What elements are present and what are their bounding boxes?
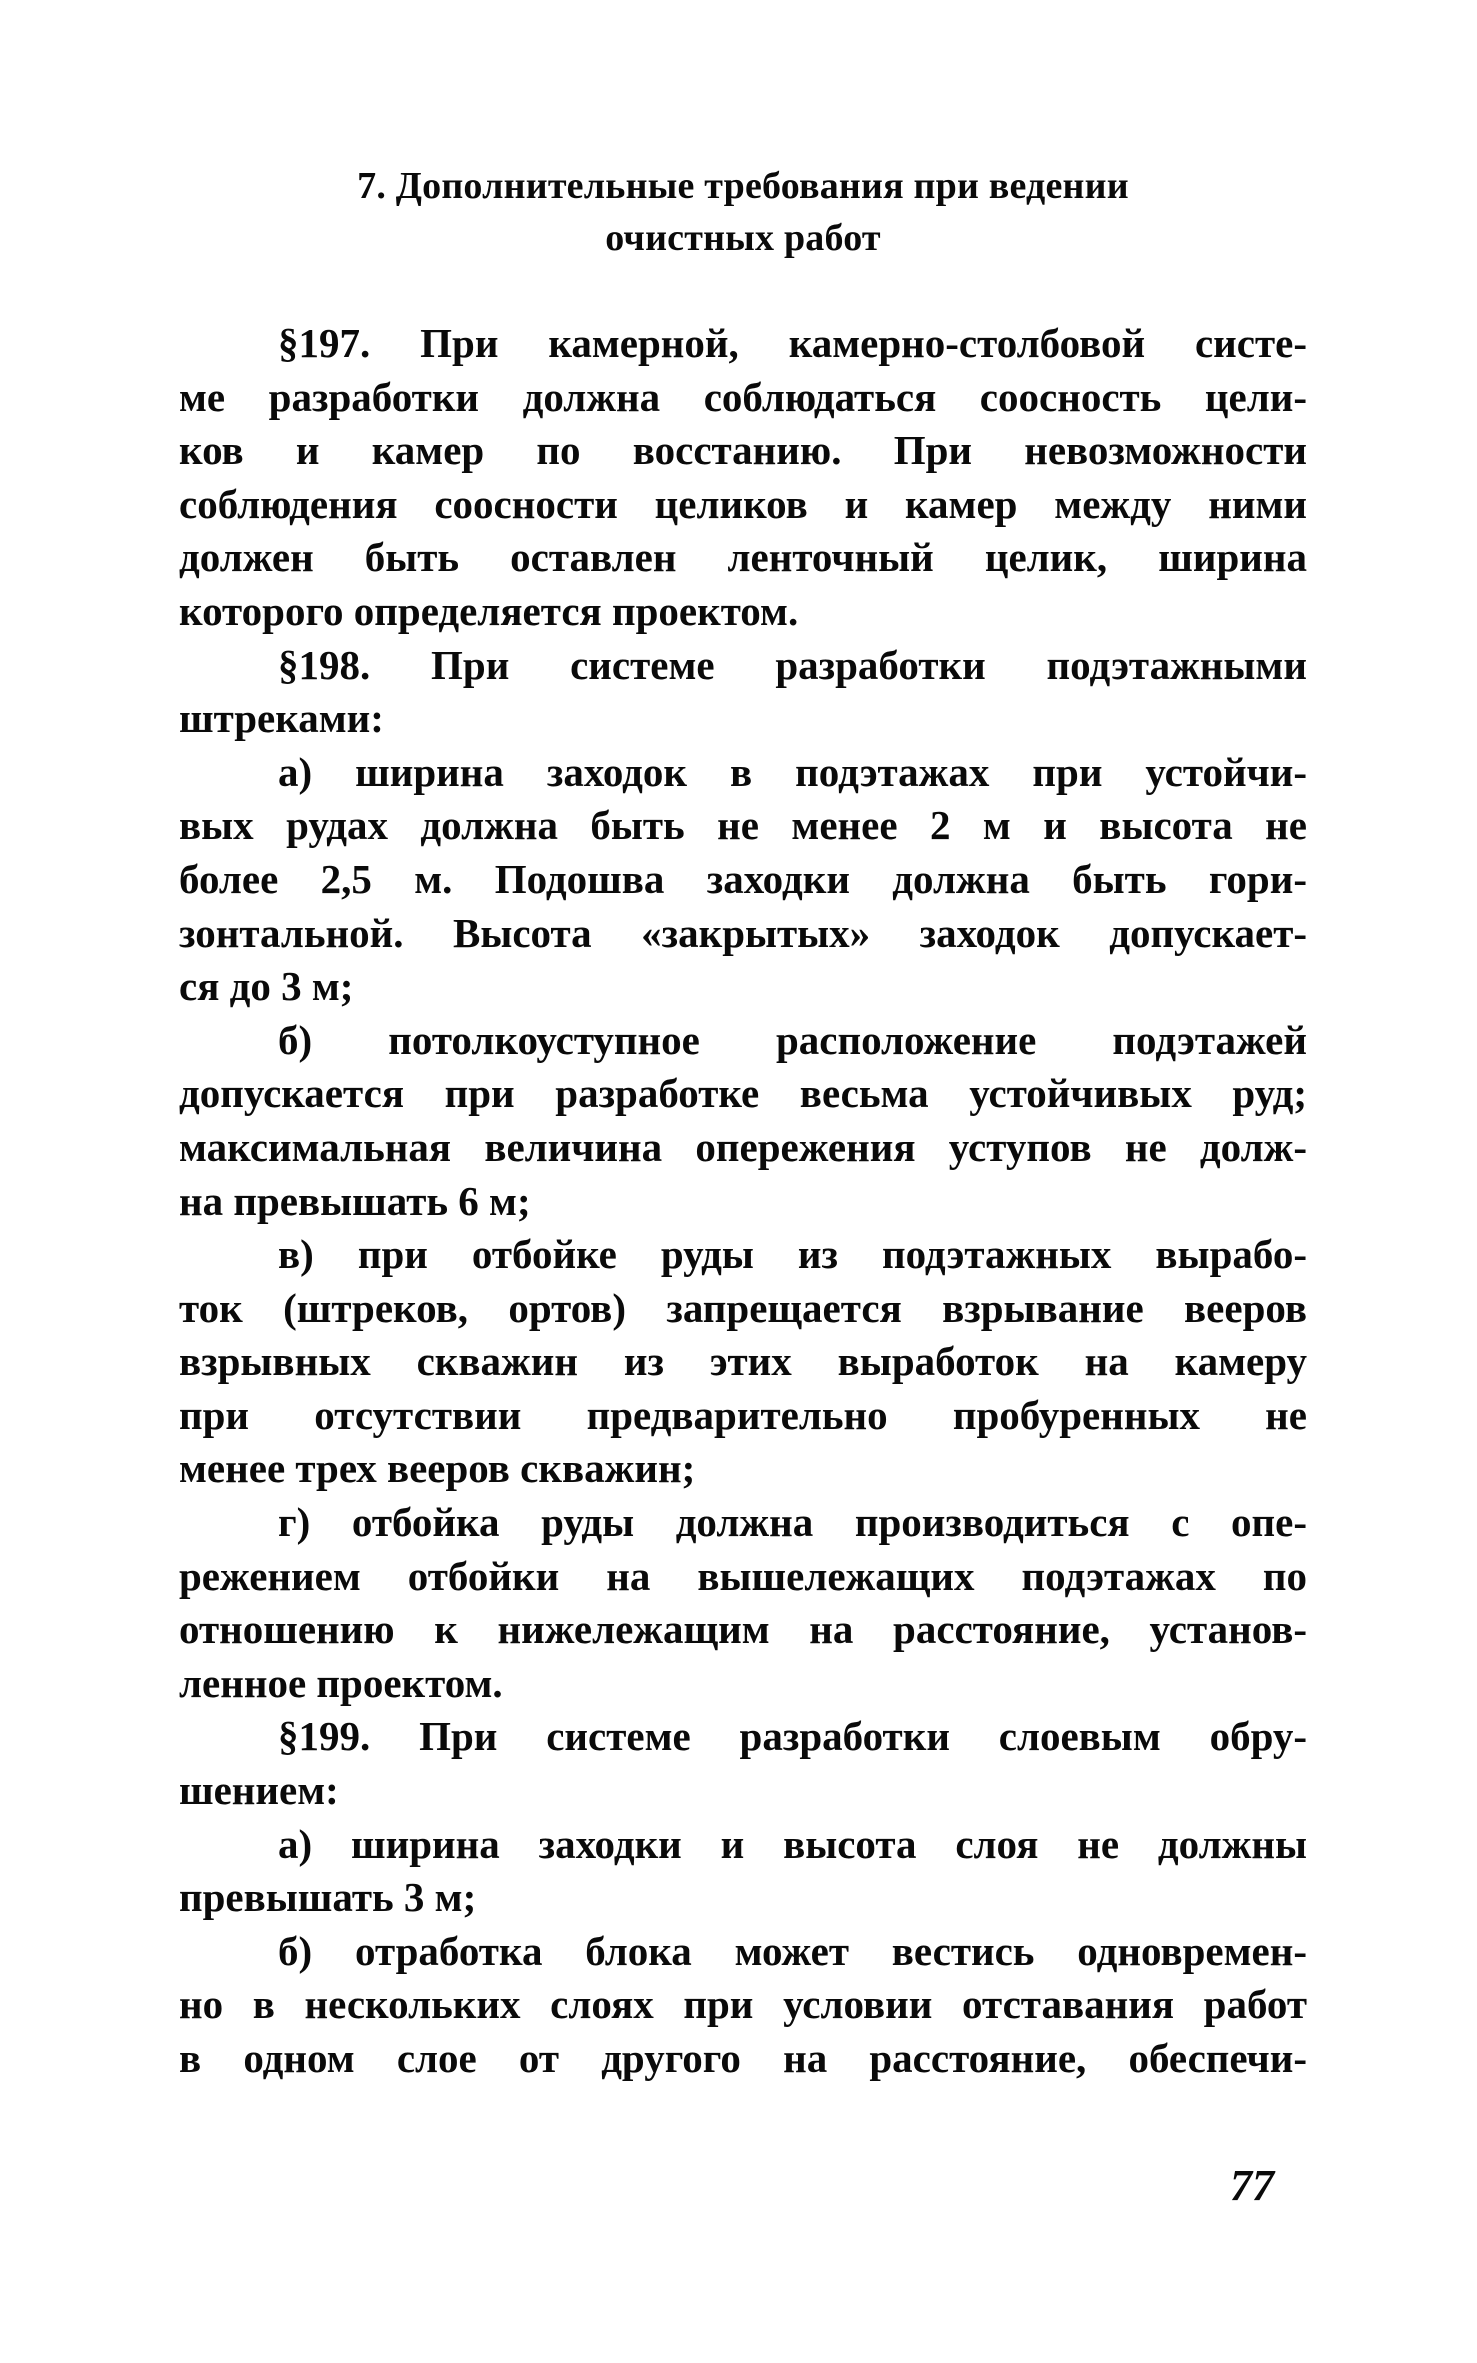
text-line: а) ширина заходок в подэтажах при устойчи-: [278, 748, 1307, 795]
text-line: более 2,5 м. Подошва заходки должна быть гори-: [179, 855, 1307, 902]
text-line: допускается при разработке весьма устойчивых руд;: [179, 1070, 1307, 1117]
text-line: б) потолкоуступное расположение подэтажей: [278, 1016, 1307, 1063]
text-line: §199. При системе разработки слоевым обру-: [278, 1713, 1307, 1760]
text-line: но в нескольких слоях при условии отставания работ: [179, 1981, 1307, 2028]
text-line: ме разработки должна соблюдаться соосность цели-: [179, 373, 1307, 420]
text-line: при отсутствии предварительно пробуренных не: [179, 1391, 1307, 1438]
text-line: ток (штреков, ортов) запрещается взрывание вееров: [179, 1284, 1307, 1331]
text-line: ленное проектом.: [179, 1659, 503, 1706]
text-line: штреками:: [179, 695, 384, 742]
section-heading-line-1: 7. Дополнительные требования при ведении: [357, 165, 1129, 207]
paragraph-198-v: [179, 1228, 1307, 1496]
text-line: максимальная величина опережения уступов не долж-: [179, 1123, 1307, 1170]
text-line: ков и камер по восстанию. При невозможности: [179, 427, 1307, 474]
section-heading: [179, 160, 1307, 264]
paragraph-198: [179, 639, 1307, 746]
text-line: на превышать 6 м;: [179, 1177, 531, 1224]
text-line: ся до 3 м;: [179, 963, 354, 1010]
text-line: должен быть оставлен ленточный целик, ширина: [179, 534, 1307, 581]
text-line: взрывных скважин из этих выработок на камеру: [179, 1338, 1307, 1385]
text-line: зонтальной. Высота «закрытых» заходок допускает-: [179, 909, 1307, 956]
text-line: соблюдения соосности целиков и камер между ними: [179, 480, 1307, 527]
paragraph-199-a: [179, 1818, 1307, 1925]
text-line: б) отработка блока может вестись одновремен-: [278, 1927, 1307, 1974]
paragraph-199-b: [179, 1925, 1307, 2086]
text-line: отношению к нижележащим на расстояние, установ-: [179, 1606, 1307, 1653]
text-line: вых рудах должна быть не менее 2 м и высота не: [179, 802, 1307, 849]
text-line: превышать 3 м;: [179, 1874, 477, 1921]
text-line: г) отбойка руды должна производиться с опе-: [278, 1499, 1307, 1546]
text-line: §197. При камерной, камерно-столбовой систе-: [278, 320, 1307, 366]
text-line: менее трех вееров скважин;: [179, 1445, 696, 1492]
paragraph-198-b: [179, 1014, 1307, 1228]
text-line: в одном слое от другого на расстояние, обеспечи-: [179, 2035, 1307, 2081]
section-heading-line-2: очистных работ: [605, 217, 881, 259]
body-text: [179, 317, 1307, 2086]
text-line: режением отбойки на вышележащих подэтажах по: [179, 1552, 1307, 1599]
text-line: в) при отбойке руды из подэтажных вырабо-: [278, 1231, 1307, 1278]
text-line: §198. При системе разработки подэтажными: [278, 641, 1307, 688]
paragraph-197: [179, 317, 1307, 639]
text-line: а) ширина заходки и высота слоя не должны: [278, 1820, 1307, 1867]
paragraph-199: [179, 1710, 1307, 1817]
paragraph-198-a: [179, 746, 1307, 1014]
page-number: 77: [1230, 2161, 1274, 2210]
text-line: шением:: [179, 1767, 339, 1814]
paragraph-198-g: [179, 1496, 1307, 1710]
text-line: которого определяется проектом.: [179, 587, 799, 634]
